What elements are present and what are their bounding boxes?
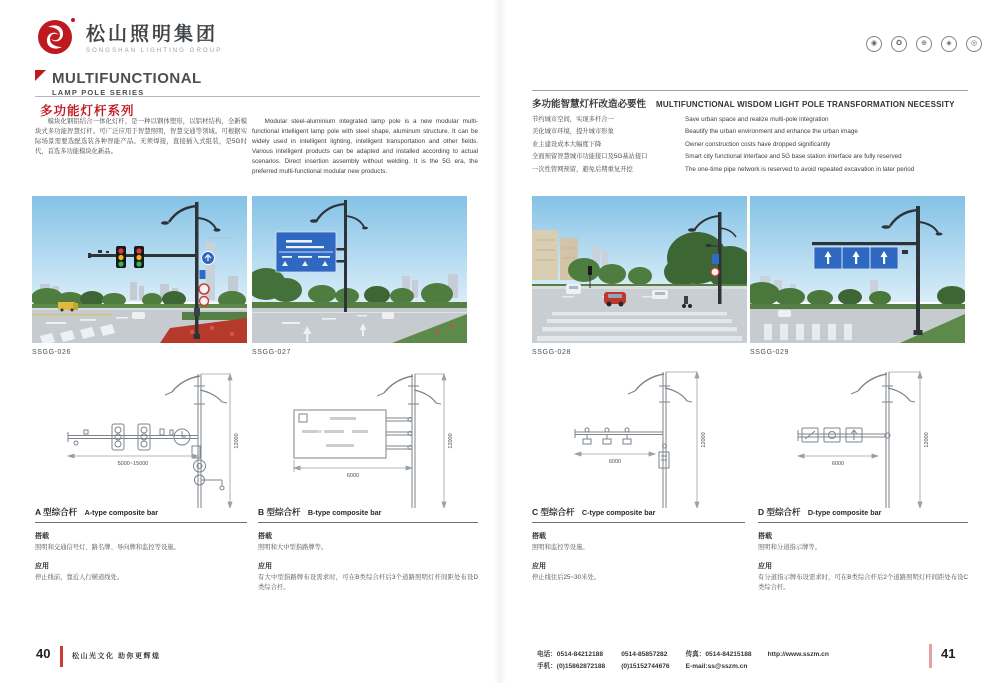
lane-sign-glyphs: [802, 428, 862, 442]
company-logo: [36, 15, 222, 57]
section-title: [532, 506, 745, 523]
photo-label: SSGG-029: [750, 349, 790, 356]
camera: [902, 250, 908, 254]
tech-drawing-a: [50, 360, 250, 508]
product-photo-ssgg-029: [750, 196, 965, 343]
application-text: 有大中型指路牌布设需求时，可在B类综合杆后3个道路照明灯杆间距处布设D类综合杆。: [258, 574, 478, 592]
fax-number: 传真：0514-84215188: [685, 651, 752, 658]
tech-drawing-c: [545, 360, 750, 508]
heading-rule: [35, 96, 480, 97]
application-text: 停止线前，靠近人行横道线处。: [35, 574, 124, 582]
benefit-item: Owner construction costs have dropped significantly: [685, 140, 831, 148]
section-b: [258, 506, 478, 593]
dimension-height: 12000: [701, 432, 707, 448]
cert-badge-icon: ◈: [941, 36, 957, 52]
benefit-item: Smart city functional interface and 5G base station interface are fully reserved: [685, 153, 902, 161]
section-title-en: B-type composite bar: [307, 508, 382, 517]
benefit-item: 美化城市环境，提升城市形象: [532, 128, 614, 136]
round-sign: [199, 284, 209, 294]
intro-paragraph-cn: 模块化钢铝结合一体化灯杆，是一种以钢体塑形，以铝材结构，全新模块式多功能智慧灯杆。可广泛应用于智慧照明，智慧交通等领域。可根据实际场景需要选配选装各种智能产品。无须焊接，直接插入式组装，是5G时代，首选多功能模块化新品。: [35, 118, 247, 155]
footer-slogan: 松山光文化 助你更辉煌: [72, 653, 161, 660]
series-heading-en1: MULTIFUNCTIONAL: [52, 70, 202, 87]
application-text: 停止线往后25~30米处。: [532, 574, 601, 582]
application-label: 应用: [35, 563, 49, 571]
product-photo-ssgg-028: [532, 196, 747, 343]
tech-drawing-d: [758, 360, 963, 508]
dimension-width: 6000: [346, 473, 360, 479]
section-title-cn: C 型综合杆: [532, 507, 575, 517]
cert-badge-icon: ◎: [966, 36, 982, 52]
dimension-width: 6000: [608, 459, 622, 465]
page-number-right: 41: [941, 646, 956, 661]
car: [778, 310, 791, 317]
series-heading: [35, 70, 202, 97]
benefit-item: Beautify the urban environment and enhance the urban image: [685, 128, 858, 136]
page-seam: [494, 0, 506, 683]
section-a: [35, 506, 247, 583]
mobile-number: 手机：(0)15862872188: [537, 663, 606, 671]
mount-label: 搭载: [258, 533, 272, 540]
mount-text: 照明和分道指示牌等。: [758, 544, 821, 551]
section-title: [258, 506, 478, 523]
section-title-cn: B 型综合杆: [258, 507, 301, 517]
contact-col-4: [768, 649, 829, 673]
benefit-item: Save urban space and realize multi-pole integration: [685, 116, 829, 123]
contact-col-3: [686, 649, 752, 673]
application-label: 应用: [532, 563, 546, 571]
dimension-height: 12000: [234, 433, 240, 449]
car: [132, 312, 145, 319]
traffic-signal-head: [116, 246, 126, 268]
mount-label: 搭载: [532, 533, 546, 540]
necessity-heading-en: MULTIFUNCTIONAL WISDOM LIGHT POLE TRANSFORMATION NECESSITY: [656, 100, 955, 109]
guide-sign: [276, 232, 336, 272]
product-photo-ssgg-026: [32, 196, 247, 343]
benefit-item: The one-time pipe network is reserved to avoid repeated excavation in later period: [685, 165, 915, 173]
page-number-left: 40: [36, 646, 51, 661]
footer-divider-bar: [60, 646, 63, 667]
intro-paragraph-en: Modular steel-aluminium integrated lamp pole is a new modular multi-functional intelligent lamp pole with steel shape, aluminum structure. It can be widely used in intelligent lighting, intelligent transportation and other fields. Various intelligent products can be adapted and installed according to actual scenarios. Direct insertion assembly without welding. It is the 5G era, the preferred multi-functional modular new products.: [252, 118, 478, 175]
mount-label: 搭载: [35, 533, 49, 540]
section-title-cn: D 型综合杆: [758, 507, 801, 517]
heading-rule: [532, 90, 968, 91]
necessity-heading-cn: 多功能智慧灯杆改造必要性: [532, 99, 647, 110]
contact-col-1: [537, 649, 605, 673]
section-title: [35, 506, 247, 523]
dimension-height: 12000: [924, 432, 930, 448]
section-title: [758, 506, 968, 523]
camera: [706, 244, 711, 247]
company-name-cn: 松山照明集团: [86, 23, 219, 45]
traffic-signal-head: [134, 246, 144, 268]
mount-text: 照明和监控等设施。: [532, 544, 589, 551]
benefits-list-en: [685, 114, 970, 176]
mount-label: 搭载: [758, 533, 772, 540]
songshan-swirl-icon: [36, 15, 78, 57]
car: [382, 312, 394, 319]
website-link[interactable]: http://www.sszm.cn: [767, 651, 829, 658]
section-title-en: D-type composite bar: [807, 508, 882, 517]
benefits-list-cn: [532, 114, 682, 176]
certification-badges: [866, 36, 982, 52]
tech-drawing-b: [272, 360, 478, 508]
series-heading-en2: LAMP POLE SERIES: [52, 88, 145, 97]
cert-badge-icon: ✪: [891, 36, 907, 52]
application-label: 应用: [258, 563, 272, 571]
blue-sign: [712, 254, 719, 264]
series-heading-cn: 多功能灯杆系列: [40, 104, 135, 118]
email-address[interactable]: E-mail:ss@sszm.cn: [685, 663, 748, 671]
mount-text: 照明和大中型指路牌等。: [258, 544, 328, 551]
benefit-item: 一次性管网预留，避免后期重复开挖: [532, 165, 633, 173]
application-text: 有分道指示牌布设需求时，可在B类综合杆后2个道路照明灯杆间距处布设C类综合杆。: [758, 574, 968, 592]
photo-label: SSGG-028: [532, 349, 572, 356]
section-title-cn: A 型综合杆: [35, 507, 78, 517]
lane-sign: [814, 247, 898, 269]
cert-badge-icon: ◉: [866, 36, 882, 52]
photo-label: SSGG-026: [32, 349, 72, 356]
phone-number: 电话：0514-84212188: [537, 651, 603, 658]
dimension-width: 6000: [831, 461, 845, 467]
footer-contacts: [537, 649, 829, 673]
signal-head-outline: [112, 424, 124, 450]
mount-text: 照明和交通信号灯、路名牌、导向牌和监控等设施。: [35, 544, 180, 551]
dimension-height: 12000: [448, 433, 454, 449]
corner-triangle-icon: [35, 70, 46, 81]
camera-glyphs: [583, 428, 631, 444]
section-title-en: C-type composite bar: [581, 508, 656, 517]
benefit-item: 全面预留智慧城市功能接口及5G基站接口: [532, 153, 648, 161]
phone-number-2: 0514-85857282: [621, 651, 668, 658]
footer-divider-bar: [929, 644, 932, 668]
photo-label: SSGG-027: [252, 349, 292, 356]
benefit-item: 业主建设成本大幅度下降: [532, 140, 602, 148]
dimension-width: 5000~15000: [117, 461, 149, 467]
company-name-en: SONGSHAN LIGHTING GROUP: [86, 47, 223, 54]
cert-badge-icon: ⊕: [916, 36, 932, 52]
mobile-number-2: (0)15152744676: [621, 663, 670, 671]
section-d: [758, 506, 968, 593]
section-c: [532, 506, 745, 583]
section-title-en: A-type composite bar: [84, 508, 159, 517]
application-label: 应用: [758, 563, 772, 571]
contact-col-2: [621, 649, 669, 673]
product-photo-ssgg-027: [252, 196, 467, 343]
necessity-heading: [532, 96, 955, 110]
benefit-item: 节约城市空间，实现多杆合一: [532, 116, 614, 123]
